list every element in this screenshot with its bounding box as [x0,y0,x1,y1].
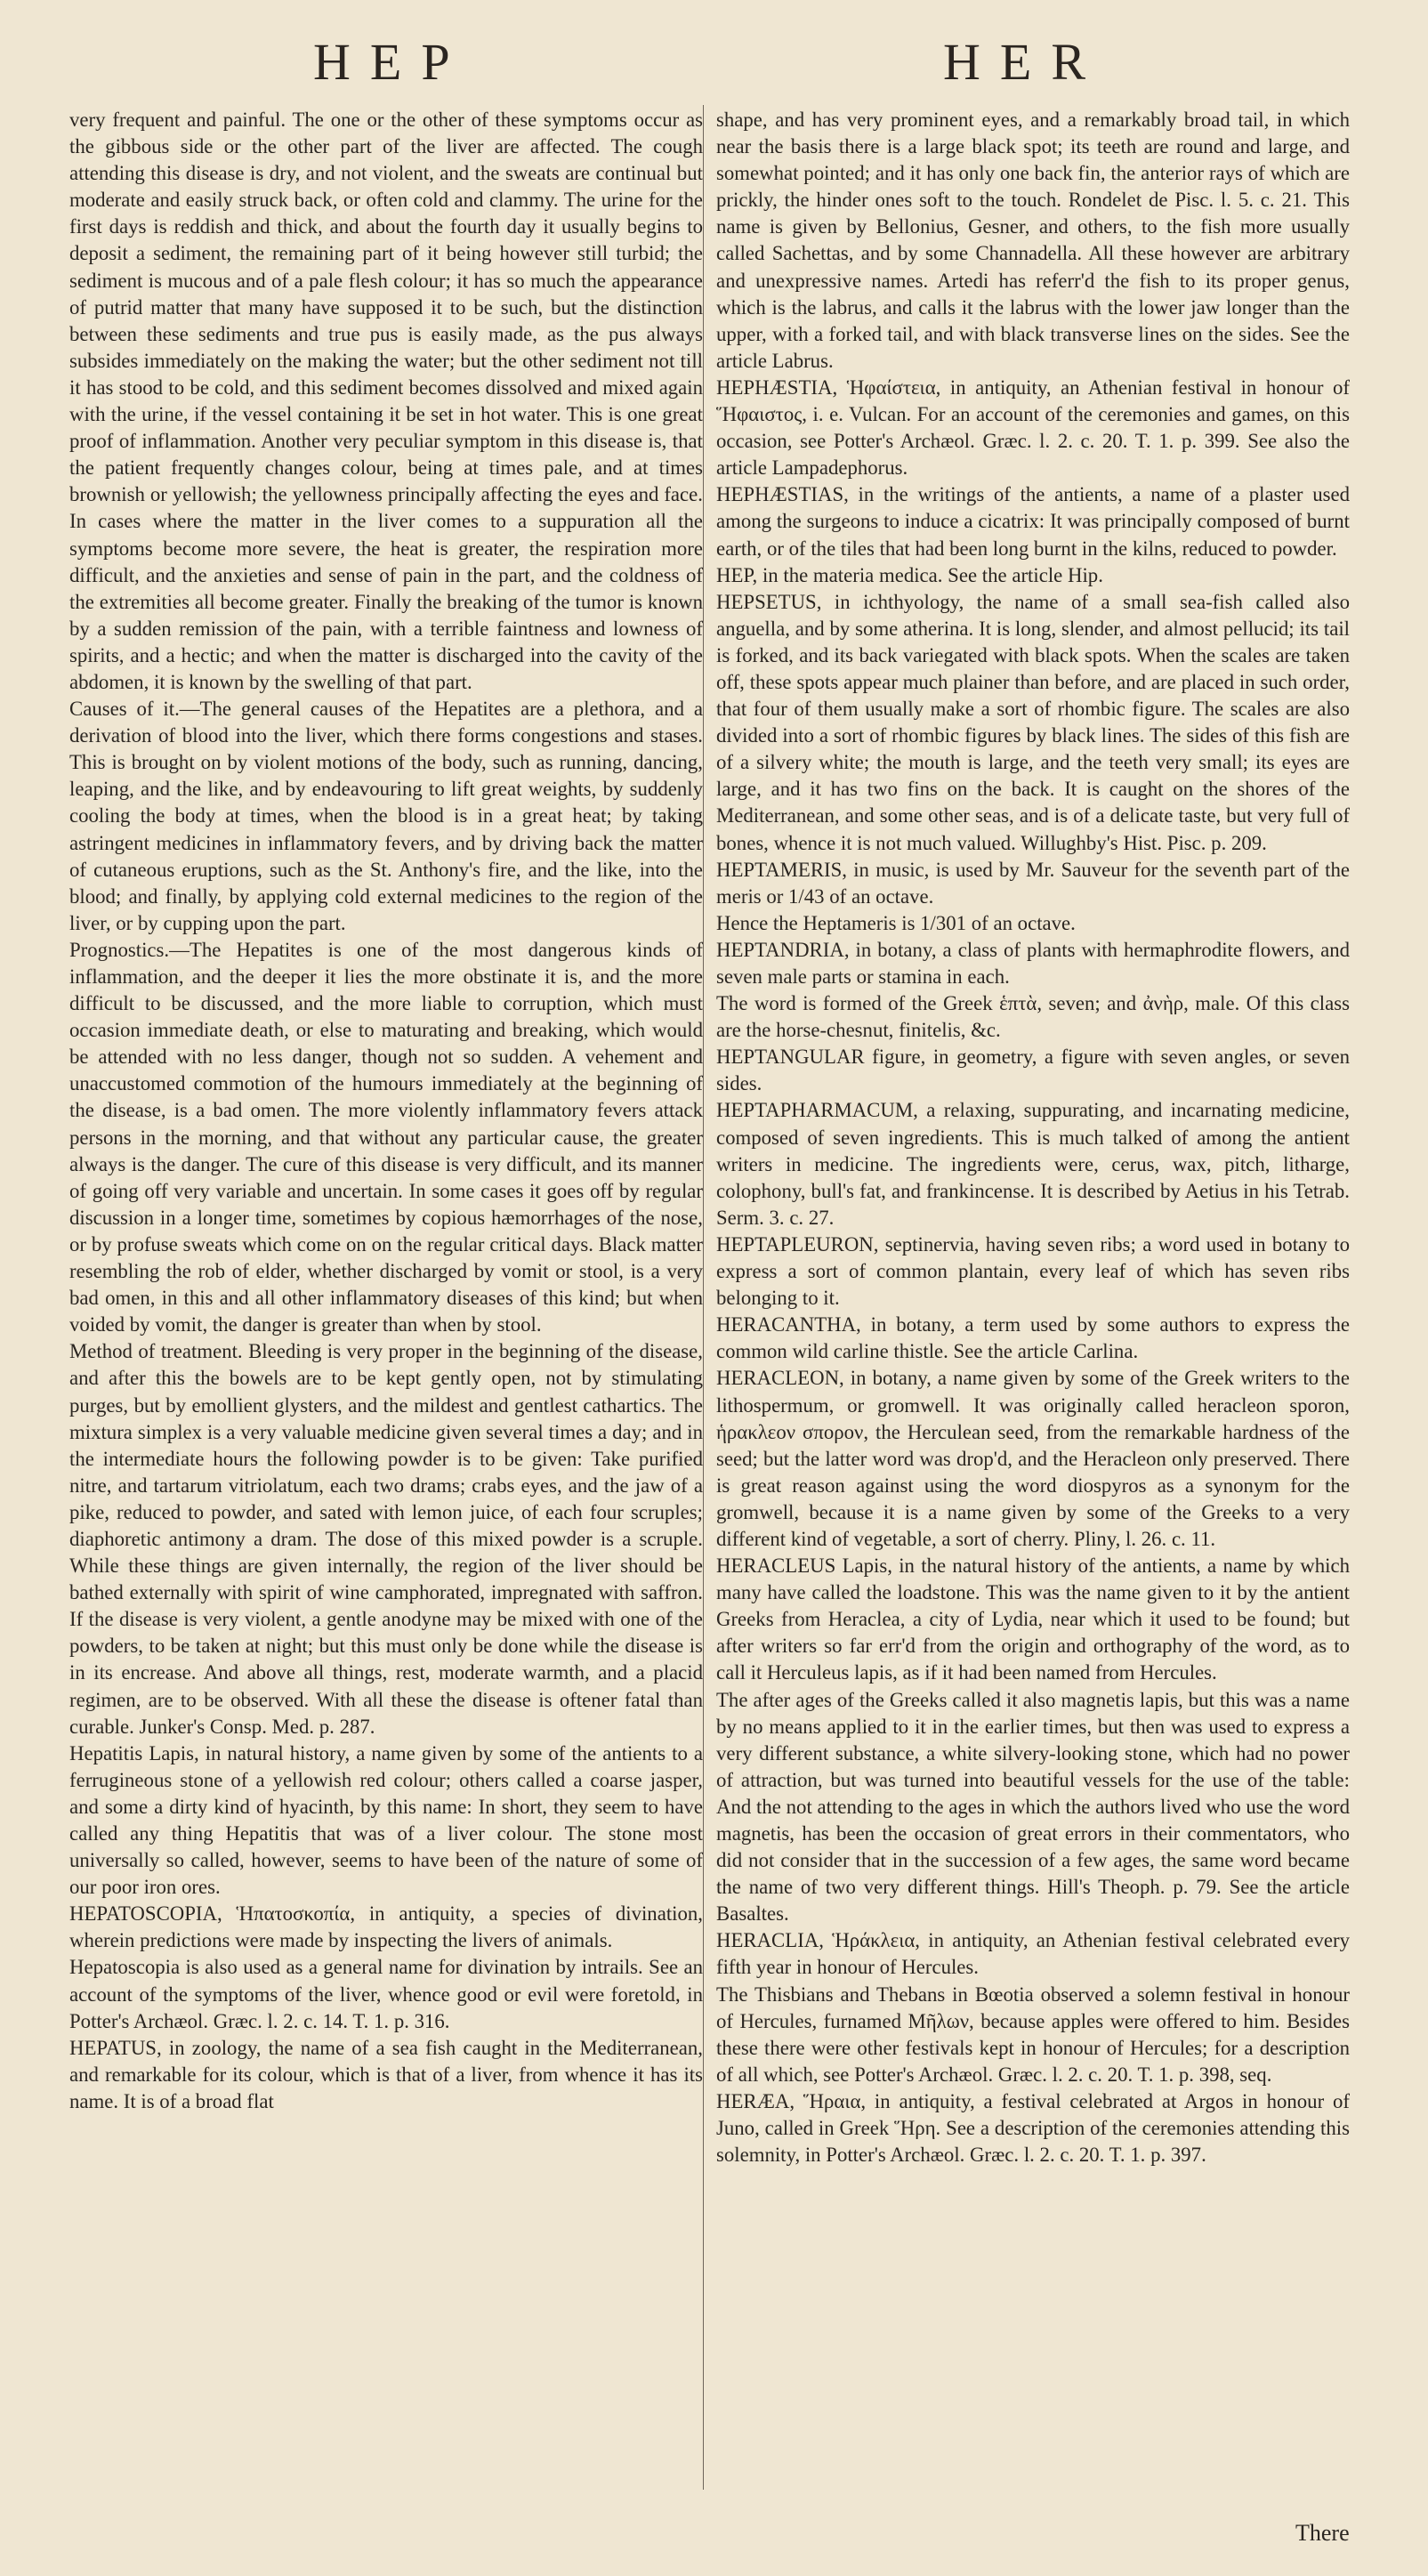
entry-heptangular: HEPTANGULAR figure, in geometry, a figure with seven angles, or seven sides. [716,1046,1350,1095]
running-head-right: HER [943,33,1105,91]
entry-prognostics: Prognostics.—The Hepatites is one of the most dangerous kinds of inflammation, and the deeper it lies the more obstinate it is, and the more difficult to be discussed, and the more liable to corruption, which must occasion immediate death, or else to maturating and breaking, which would be attended with no less danger, though not so sudden. A vehement and unaccustomed commotion of the humours immediately at the beginning of the disease, is a bad omen. The more violently inflammatory fevers attack persons in the morning, and that without any particular cause, the greater always is the danger. The cure of this disease is very difficult, and its manner of going off very variable and uncertain. In some cases it goes off by regular discussion in a longer time, sometimes by copious hæmorrhages of the nose, or by profuse sweats which come on on the regular critical days. Black matter resembling the rob of elder, whether discharged by vomit or stool, is a very bad omen, in this and all other inflammatory diseases of this kind; but when voided by vomit, the danger is greater than when by stool. [69,938,703,1336]
entry-magnetis-lapis: The after ages of the Greeks called it also magnetis lapis, but this was a name by no means applied to it in the earlier times, but then was used to express a very different substance, a white silvery-looking stone, which had no power of attraction, but was turned into beautiful vessels for the use of the table: And the not attending to the ages in which the authors lived who use the word magnetis, has been the occasion of great errors in their commentators, who did not consider that in the succession of a few ages, the same word became the name of two very different things. Hill's Theoph. p. 79. See the article Basaltes. [716,1688,1350,1926]
entry-heracleus-lapis: HERACLEUS Lapis, in the natural history of the antients, a name by which many have called the loadstone. This was the name given to it by the antient Greeks from Heraclea, a city of Lydia, near which it used to be found; but after writers so far err'd from the origin and orthography of the word, as to call it Herculeus lapis, as if it had been named from Hercules. [716,1554,1350,1684]
running-head [0,32,1428,94]
entry-heptameris: HEPTAMERIS, in music, is used by Mr. Sauveur for the seventh part of the meris or 1/43 of an octave. [716,858,1350,908]
entry-hephaestia: HEPHÆSTIA, Ἡφαίστεια, in antiquity, an Athenian festival in honour of Ἥφαιστος, i. e. Vulcan. For an account of the ceremonies and games, on this occasion, see Potter's Archæol. Græc. l. 2. c. 20. T. 1. p. 399. See also the article Lampadephorus. [716,375,1350,480]
running-head-left: HEP [313,33,470,91]
entry-heptandria-etymology: The word is formed of the Greek ἑπτὰ, seven; and ἀνὴρ, male. Of this class are the horse-chesnut, finitelis, &c. [716,992,1350,1042]
entry-heptapharmacum: HEPTAPHARMACUM, a relaxing, suppurating, and incarnating medicine, composed of seven ingredients. This is much talked of among the antient writers in medicine. The ingredients were, cerus, wax, pitch, litharge, colophony, bull's fat, and frankincense. It is described by Aetius in his Tetrab. Serm. 3. c. 27. [716,1099,1350,1229]
entry-hepatitis-symptoms: very frequent and painful. The one or the other of these symptoms occur as the gibbous side or the other part of the liver are affected. The cough attending this disease is dry, and not violent, and the sweats are continual but moderate and easily struck back, or often cold and clammy. The urine for the first days is reddish and thick, and about the fourth day it usually begins to deposit a sediment, the remaining part of it being however still turbid; the sediment is mucous and of a pale flesh colour; it has so much the appearance of putrid matter that many have supposed it to be such, but the distinction between these sediments and true pus is easily made, as the pus always subsides immediately on the making the water; but the other sediment not till it has stood to be cold, and this sediment becomes dissolved and mixed again with the urine, if the vessel containing it be set in hot water. This is one great proof of inflammation. Another very peculiar symptom in this disease is, that the patient frequently changes colour, being at times pale, and at times brownish or yellowish; the yellowness principally affecting the eyes and face. In cases where the matter in the liver comes to a suppuration all the symptoms become more severe, the heat is greater, the respiration more difficult, and the anxieties and sense of pain in the part, and the coldness of the extremities all become greater. Finally the breaking of the tumor is known by a sudden remission of the pain, with a terrible faintness and lowness of spirits, and a hectic; and when the matter is discharged into the cavity of the abdomen, it is known by the swelling of that part. [69,109,703,693]
entry-hepatoscopia-divination: Hepatoscopia is also used as a general name for divination by intrails. See an account of the symptoms of the liver, whence good or evil were foretold, in Potter's Archæol. Græc. l. 2. c. 14. T. 1. p. 316. [69,1956,703,2032]
entry-hepatus-cont: shape, and has very prominent eyes, and a remarkably broad tail, in which near the basis there is a large black spot; its teeth are round and large, and somewhat pointed; and it has only one back fin, the anterior rays of which are prickly, the hinder ones soft to the touch. Rondelet de Pisc. l. 5. c. 21. This name is given by Bellonius, Gesner, and others, to the fish more usually called Sachettas, and by some Channadella. All these however are arbitrary and unexpressive names. Artedi has referr'd the fish to its proper genus, which is the labrus, and calls it the labrus with the lower jaw longer than the upper, with a forked tail, and with black transverse lines on the sides. See the article Labrus. [716,109,1350,372]
entry-hepsetus: HEPSETUS, in ichthyology, the name of a small sea-fish called also anguella, and by some atherina. It is long, slender, and almost pellucid; its tail is forked, and its back variegated with black spots. When the scales are taken off, these spots appear much plainer than before, and are placed in such order, that four of them usually make a sort of rhombic figure. The scales are also divided into a sort of rhombic figures by black lines. The sides of this fish are of a silvery white; the mouth is large, and the teeth very small; its eyes are large, and it has two fins on the back. It is caught on the shores of the Mediterranean, and some other seas, and is of a delicate taste, but very full of bones, whence it is not much valued. Willughby's Hist. Pisc. p. 209. [716,590,1350,854]
entry-causes: Causes of it.—The general causes of the Hepatites are a plethora, and a derivation of blood into the liver, which there forms congestions and stases. This is brought on by violent motions of the body, such as running, dancing, leaping, and the like, and by endeavouring to lift great weights, by suddenly cooling the body at times, when the blood is in a great heat; by taking astringent medicines in inflammatory fevers, and by driving back the matter of cutaneous eruptions, such as the St. Anthony's fire, and the like, into the blood; and finally, by applying cold external medicines to the region of the liver, or by cupping upon the part. [69,698,703,934]
entry-heraea: HERÆA, Ἥραια, in antiquity, a festival celebrated at Argos in honour of Juno, called in Greek Ἥρη. See a description of the ceremonies attending this solemnity, in Potter's Archæol. Græc. l. 2. c. 20. T. 1. p. 397. [716,2089,1350,2167]
entry-heptandria: HEPTANDRIA, in botany, a class of plants with hermaphrodite flowers, and seven male parts or stamina in each. [716,938,1350,988]
entry-heptameris-note: Hence the Heptameris is 1/301 of an octave. [716,911,1076,934]
left-column [69,107,703,2115]
column-divider [703,105,704,2490]
right-column [716,107,1350,2168]
entry-heraclia-thisbians: The Thisbians and Thebans in Bœotia observed a solemn festival in honour of Hercules, furnamed Μῆλων, because apples were offered to him. Besides these there were other festivals kept in honour of Hercules; for a description of all which, see Potter's Archæol. Græc. l. 2. c. 20. T. 1. p. 398, seq. [716,1982,1350,2086]
entry-hephaestias: HEPHÆSTIAS, in the writings of the antients, a name of a plaster used among the surgeons to induce a cicatrix: It was principally composed of burnt earth, or of the tiles that had been long burnt in the kilns, reduced to powder. [716,483,1350,560]
entry-hepatus: HEPATUS, in zoology, the name of a sea fish caught in the Mediterranean, and remarkable for its colour, which is that of a liver, from whence it has its name. It is of a broad flat [69,2036,703,2112]
catchword: There [1295,2520,1350,2546]
entry-heracleon: HERACLEON, in botany, a name given by some of the Greek writers to the lithospermum, or gromwell. It was originally called heracleon sporon, ἡρακλεον σπορον, the Herculean seed, from the remarkable hardness of the seed; but the latter word was drop'd, and the Heracleon only preserved. There is great reason against using the word diospyros as a synonym for the gromwell, because it is a name given by some of the Greeks to a very different kind of vegetable, a sort of cherry. Pliny, l. 26. c. 11. [716,1367,1350,1550]
entry-hepatoscopia: HEPATOSCOPIA, Ἡπατοσκοπία, in antiquity, a species of divination, wherein predictions were made by inspecting the livers of animals. [69,1902,703,1952]
entry-hep: HEP, in the materia medica. See the article Hip. [716,563,1103,586]
entry-heraclia: HERACLIA, Ἡράκλεια, in antiquity, an Athenian festival celebrated every fifth year in honour of Hercules. [716,1929,1350,1979]
entry-method-of-treatment: Method of treatment. Bleeding is very proper in the beginning of the disease, and after this the bowels are to be kept gently open, not by stimulating purges, but by emollient glysters, and the mildest and gentlest cathartics. The mixtura simplex is a very valuable medicine given several times a day; and in the intermediate hours the following powder is to be given: Take purified nitre, and tartarum vitriolatum, each two drams; crabs eyes, and the jaw of a pike, reduced to powder, and sated with lemon juice, of each four scruples; diaphoretic antimony a dram. The dose of this mixed powder is a scruple. While these things are given internally, the region of the liver should be bathed externally with spirit of wine camphorated, impregnated with saffron. If the disease is very violent, a gentle anodyne may be mixed with one of the powders, to be taken at night; but this must only be done while the disease is in its encrease. And above all things, rest, moderate warmth, and a placid regimen, are to be observed. With all these the disease is oftener fatal than curable. Junker's Consp. Med. p. 287. [69,1340,703,1738]
entry-hepatitis-lapis: Hepatitis Lapis, in natural history, a name given by some of the antients to a ferrugineous stone of a yellowish red colour; others called a coarse jasper, and some a dirty kind of hyacinth, by this name: In short, they seem to have called any thing Hepatitis that was of a liver colour. The stone most universally so called, however, seems to have been of the nature of some of our poor iron ores. [69,1741,703,1899]
entry-heracantha: HERACANTHA, in botany, a term used by some authors to express the common wild carline thistle. See the article Carlina. [716,1313,1350,1363]
entry-heptapleuron: HEPTAPLEURON, septinervia, having seven ribs; a word used in botany to express a sort of common plantain, every leaf of which has seven ribs belonging to it. [716,1232,1350,1310]
